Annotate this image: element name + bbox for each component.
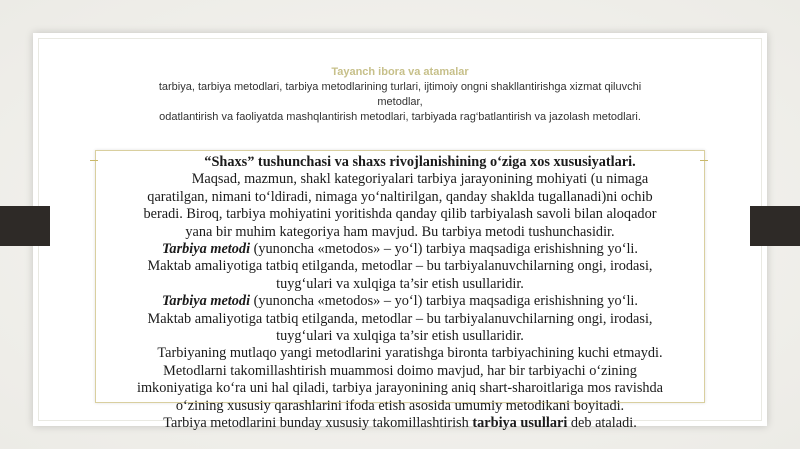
paragraph-line: qaratilgan, nimani to‘ldiradi, nimaga yo‘naltirilgan, qanday shaklda tugallanadi)ni ochib	[147, 188, 653, 205]
paragraph-line: beradi. Biroq, tarbiya mohiyatini yoritishda qanday qilib tarbiyalash savoli bilan aloqador	[143, 206, 657, 223]
definition-line: Maktab amaliyotiga tatbiq etilganda, metodlar – bu tarbiyalanuvchilarning ongi, irodasi,	[147, 258, 653, 275]
definition-line	[95, 293, 705, 310]
left-dark-tab	[0, 206, 50, 246]
closing-text: Tarbiya metodlarini bunday xususiy takomillashtirish	[163, 415, 473, 432]
paragraph-line: imkoniyatiga ko‘ra uni hal qiladi, tarbiya jarayonining aniq shart-sharoitlariga mos ravishda	[136, 380, 664, 397]
closing-text-end: deb ataladi.	[567, 415, 637, 432]
paragraph-line: Metodlarni takomillashtirish muammosi doimo mavjud, har bir tarbiyachi o‘zining	[163, 362, 637, 379]
content-text	[95, 154, 705, 433]
definition-line	[95, 241, 705, 258]
definition-text: (yunoncha «metodos» – yo‘l) tarbiya maqsadiga erishishning yo‘li.	[250, 293, 638, 310]
closing-bold-term: tarbiya usullari	[472, 415, 568, 432]
paragraph-line: yana bir muhim kategoriya ham mavjud. Bu tarbiya metodi tushunchasidir.	[185, 223, 615, 240]
definition-term: Tarbiya metodi	[162, 293, 251, 310]
section-title: “Shaxs” tushunchasi va shaxs rivojlanishining o‘ziga xos xususiyatlari.	[204, 154, 636, 170]
definition-term: Tarbiya metodi	[162, 241, 251, 258]
keywords-heading: Tayanch ibora va atamalar	[331, 66, 469, 78]
definition-line: Maktab amaliyotiga tatbiq etilganda, metodlar – bu tarbiyalanuvchilarning ongi, irodasi,	[147, 310, 653, 327]
paragraph-line: Tarbiyaning mutlaqo yangi metodlarini yaratishga bironta tarbiyachining kuchi etmaydi.	[157, 345, 663, 362]
keywords-line: tarbiya, tarbiya metodlari, tarbiya metodlarining turlari, ijtimoiy ongni shakllantirishga xizmat qiluvchi	[158, 81, 642, 93]
paragraph-line: o‘zining xususiy qarashlarini ifoda etish asosida umumiy metodikani boyitadi.	[175, 397, 625, 414]
definition-line: tuyg‘ulari va xulqiga ta’sir etish usullaridir.	[276, 328, 524, 345]
keywords-line: odatlantirish va faoliyatda mashqlantirish metodlari, tarbiyada rag‘batlantirish va jazolash metodlari.	[159, 111, 641, 123]
closing-line	[95, 415, 705, 432]
paragraph-line: Maqsad, mazmun, shakl kategoriyalari tarbiya jarayonining mohiyati (u nimaga	[191, 171, 649, 188]
definition-line: tuyg‘ulari va xulqiga ta’sir etish usullaridir.	[276, 275, 524, 292]
definition-text: (yunoncha «metodos» – yo‘l) tarbiya maqsadiga erishishning yo‘li.	[250, 241, 638, 258]
keywords-text	[120, 80, 680, 125]
right-dark-tab	[750, 206, 800, 246]
keywords-line: metodlar,	[377, 96, 423, 108]
